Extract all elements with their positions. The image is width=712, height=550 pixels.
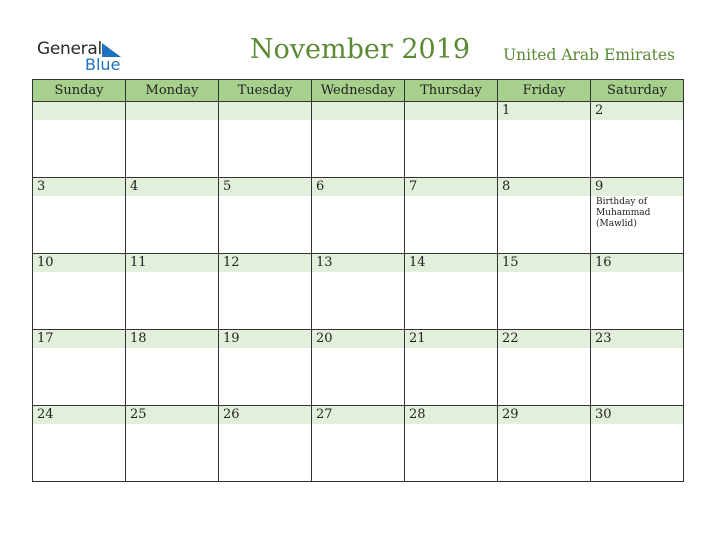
- day-number-band: [591, 406, 683, 424]
- day-number: 4: [130, 179, 139, 194]
- logo-text-general: General: [37, 39, 102, 59]
- day-number: 18: [130, 331, 147, 346]
- day-number-band: [126, 102, 218, 120]
- day-number-band: [591, 330, 683, 348]
- day-cell[interactable]: [591, 102, 684, 178]
- day-number-band: [405, 330, 497, 348]
- day-cell[interactable]: [591, 330, 684, 406]
- week-row: [33, 406, 684, 482]
- day-number: 24: [37, 407, 54, 422]
- day-number-band: [126, 254, 218, 272]
- day-number: 23: [595, 331, 612, 346]
- day-number: 10: [37, 255, 54, 270]
- day-number: 19: [223, 331, 240, 346]
- weekday-header: Saturday: [591, 80, 684, 102]
- day-number-band: [498, 254, 590, 272]
- day-cell[interactable]: [312, 102, 405, 178]
- holiday-event: [126, 196, 218, 197]
- day-cell[interactable]: [591, 406, 684, 482]
- day-number-band: [219, 330, 311, 348]
- weekday-header: Friday: [498, 80, 591, 102]
- day-cell[interactable]: [498, 254, 591, 330]
- day-number: 3: [37, 179, 46, 194]
- day-cell[interactable]: [33, 178, 126, 254]
- day-number-band: [498, 102, 590, 120]
- holiday-event: [312, 424, 404, 425]
- day-cell[interactable]: [126, 330, 219, 406]
- weekday-header: Wednesday: [312, 80, 405, 102]
- day-number-band: [219, 254, 311, 272]
- day-number: 7: [409, 179, 418, 194]
- day-number-band: [219, 102, 311, 120]
- holiday-event: [219, 424, 311, 425]
- day-number: 16: [595, 255, 612, 270]
- weekday-header: Thursday: [405, 80, 498, 102]
- week-row: [33, 102, 684, 178]
- day-cell[interactable]: [219, 406, 312, 482]
- day-cell[interactable]: [33, 330, 126, 406]
- day-number-band: [498, 406, 590, 424]
- holiday-event: [498, 196, 590, 197]
- day-number-band: [33, 330, 125, 348]
- holiday-event: [33, 424, 125, 425]
- holiday-event: [405, 424, 497, 425]
- day-number-band: [591, 254, 683, 272]
- day-number: 9: [595, 179, 604, 194]
- day-number-band: [405, 102, 497, 120]
- day-cell[interactable]: [498, 406, 591, 482]
- day-number: 25: [130, 407, 147, 422]
- holiday-event: [498, 424, 590, 425]
- weekday-header: Monday: [126, 80, 219, 102]
- holiday-event: [591, 424, 683, 425]
- day-cell[interactable]: [219, 254, 312, 330]
- day-number-band: [33, 178, 125, 196]
- day-cell[interactable]: [126, 178, 219, 254]
- day-number: 13: [316, 255, 333, 270]
- week-row: [33, 330, 684, 406]
- holiday-event: [126, 348, 218, 349]
- holiday-event: [126, 272, 218, 273]
- calendar-grid: [32, 79, 684, 482]
- holiday-event: [33, 348, 125, 349]
- holiday-event: [219, 120, 311, 121]
- day-number: 20: [316, 331, 333, 346]
- day-cell[interactable]: [405, 102, 498, 178]
- holiday-event: [312, 120, 404, 121]
- holiday-event: [405, 196, 497, 197]
- holiday-event: [219, 272, 311, 273]
- holiday-event: [405, 272, 497, 273]
- day-number-band: [498, 330, 590, 348]
- day-number: 27: [316, 407, 333, 422]
- day-number: 21: [409, 331, 426, 346]
- day-number: 28: [409, 407, 426, 422]
- holiday-event: [591, 120, 683, 121]
- day-cell[interactable]: [591, 254, 684, 330]
- holiday-event: [33, 272, 125, 273]
- day-number: 29: [502, 407, 519, 422]
- day-number-band: [312, 330, 404, 348]
- day-number: 2: [595, 103, 604, 118]
- day-number: 26: [223, 407, 240, 422]
- day-number-band: [126, 330, 218, 348]
- day-cell[interactable]: [312, 178, 405, 254]
- logo-text-blue: Blue: [85, 55, 121, 74]
- day-cell[interactable]: [591, 178, 684, 254]
- day-number: 15: [502, 255, 519, 270]
- day-number-band: [405, 178, 497, 196]
- day-cell[interactable]: [498, 330, 591, 406]
- day-cell[interactable]: [405, 178, 498, 254]
- day-number-band: [33, 254, 125, 272]
- holiday-event: Birthday of Muhammad (Mawlid): [596, 197, 651, 229]
- holiday-event: [312, 348, 404, 349]
- logo: [37, 39, 127, 75]
- day-cell[interactable]: [126, 406, 219, 482]
- day-cell[interactable]: [498, 178, 591, 254]
- day-number-band: [126, 406, 218, 424]
- day-number: 30: [595, 407, 612, 422]
- day-cell[interactable]: [33, 254, 126, 330]
- day-cell[interactable]: [33, 102, 126, 178]
- day-number: 22: [502, 331, 519, 346]
- holiday-event: [33, 196, 125, 197]
- day-cell[interactable]: [405, 406, 498, 482]
- week-row: [33, 178, 684, 254]
- day-number-band: [33, 406, 125, 424]
- day-number-band: [405, 254, 497, 272]
- weekday-header-row: [33, 80, 684, 102]
- holiday-event: [219, 348, 311, 349]
- day-cell[interactable]: [405, 330, 498, 406]
- day-cell[interactable]: [126, 102, 219, 178]
- day-cell[interactable]: [498, 102, 591, 178]
- day-number: 1: [502, 103, 511, 118]
- holiday-event: [219, 196, 311, 197]
- day-number-band: [312, 178, 404, 196]
- day-number-band: [312, 406, 404, 424]
- holiday-event: [405, 348, 497, 349]
- holiday-event: [33, 120, 125, 121]
- day-number-band: [33, 102, 125, 120]
- day-cell[interactable]: [126, 254, 219, 330]
- day-number-band: [498, 178, 590, 196]
- day-number-band: [405, 406, 497, 424]
- day-number-band: [312, 254, 404, 272]
- day-number-band: [591, 102, 683, 120]
- day-number: 8: [502, 179, 511, 194]
- day-number: 5: [223, 179, 232, 194]
- day-cell[interactable]: [405, 254, 498, 330]
- weekday-header: Tuesday: [219, 80, 312, 102]
- page-title: November 2019: [249, 34, 471, 65]
- day-number: 6: [316, 179, 325, 194]
- day-cell[interactable]: [312, 330, 405, 406]
- holiday-event: [591, 348, 683, 349]
- day-cell[interactable]: [219, 330, 312, 406]
- holiday-event: [126, 120, 218, 121]
- day-number: 14: [409, 255, 426, 270]
- holiday-event: [498, 348, 590, 349]
- holiday-event: [312, 196, 404, 197]
- day-number: 12: [223, 255, 240, 270]
- weekday-header: Sunday: [33, 80, 126, 102]
- holiday-event: [405, 120, 497, 121]
- day-cell[interactable]: [312, 406, 405, 482]
- holiday-event: [312, 272, 404, 273]
- holiday-event: [126, 424, 218, 425]
- day-number-band: [219, 406, 311, 424]
- day-cell[interactable]: [33, 406, 126, 482]
- day-cell[interactable]: [312, 254, 405, 330]
- day-number-band: [126, 178, 218, 196]
- day-number-band: [312, 102, 404, 120]
- holiday-event: [498, 272, 590, 273]
- day-cell[interactable]: [219, 178, 312, 254]
- day-number: 11: [130, 255, 147, 270]
- day-number: 17: [37, 331, 54, 346]
- day-number-band: [219, 178, 311, 196]
- day-number-band: [591, 178, 683, 196]
- week-row: [33, 254, 684, 330]
- day-cell[interactable]: [219, 102, 312, 178]
- holiday-event: [591, 272, 683, 273]
- holiday-event: [498, 120, 590, 121]
- country-label: United Arab Emirates: [503, 46, 675, 64]
